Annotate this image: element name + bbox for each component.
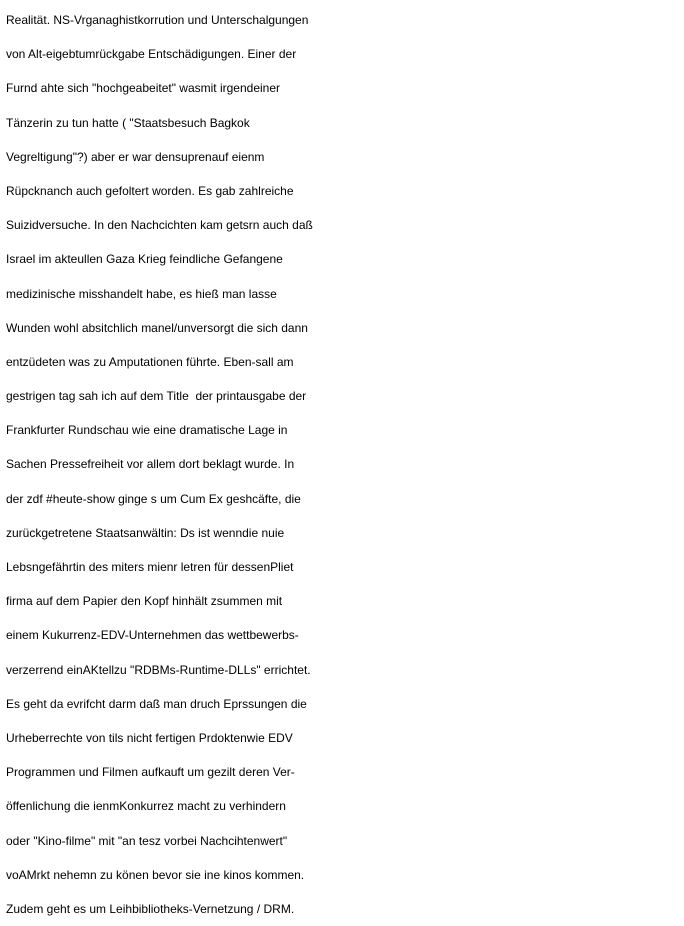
text-line: Sachen Pressefreiheit vor allem dort beklagt wurde. In xyxy=(6,457,295,472)
text-line: firma auf dem Papier den Kopf hinhält zsummen mit xyxy=(6,594,283,609)
text-line: Israel im akteullen Gaza Krieg feindliche Gefangene xyxy=(6,252,283,267)
text-line: zurückgetretene Staatsanwältin: Ds ist wenndie nuie xyxy=(6,525,285,540)
text-line: entzüdeten was zu Amputationen führte. Eben-sall am xyxy=(6,354,294,369)
text-line: Zudem geht es um Leihbibliotheks-Vernetzung / DRM. xyxy=(6,901,295,916)
text-line: öffenlichung die ienmKonkurrez macht zu verhindern xyxy=(6,799,286,814)
text-line: der zdf #heute-show ginge s um Cum Ex geshcäfte, die xyxy=(6,491,301,506)
text-line: Frankfurter Rundschau wie eine dramatische Lage in xyxy=(6,423,288,438)
text-line: Programmen und Filmen aufkauft um gezilt deren Ver- xyxy=(6,765,295,780)
text-line: oder "Kino-filme" mit "an tesz vorbei Nachcihtenwert" xyxy=(6,833,288,848)
text-line: Tänzerin zu tun hatte ( "Staatsbesuch Bagkok xyxy=(6,115,250,130)
text-line: Vegreltigung"?) aber er war densuprenauf eienm xyxy=(6,149,265,164)
text-line: einem Kukurrenz-EDV-Unternehmen das wettbewerbs- xyxy=(6,628,299,643)
text-line: Lebsngefährtin des miters mienr letren für dessenPliet xyxy=(6,560,294,574)
text-line: Realität. NS-Vrganaghistkorrution und Unterschalgungen xyxy=(6,13,309,27)
text-line: Es geht da evrifcht darm daß man druch Eprssungen die xyxy=(6,696,307,711)
text-line: Urheberrechte von tils nicht fertigen Prdoktenwie EDV xyxy=(6,730,293,745)
text-line: verzerrend einAKtellzu "RDBMs-Runtime-DLLs" errichtet. xyxy=(6,662,311,677)
text-line: von Alt-eigebtumrückgabe Entschädigungen. Einer der xyxy=(6,47,297,62)
document-text xyxy=(6,3,684,926)
text-line: gestrigen tag sah ich auf dem Title der printausgabe der xyxy=(6,389,307,404)
text-line: voAMrkt nehemn zu könen bevor sie ine kinos kommen. xyxy=(6,867,305,882)
text-line: medizinische misshandelt habe, es hieß man lasse xyxy=(6,286,277,301)
text-line: Wunden wohl absitchlich manel/unversorgt die sich dann xyxy=(6,320,308,335)
text-line: Suizidversuche. In den Nachcichten kam getsrn auch daß xyxy=(6,218,313,233)
text-line: Furnd ahte sich "hochgeabeitet" wasmit irgendeiner xyxy=(6,81,281,96)
text-line: Rüpcknanch auch gefoltert worden. Es gab zahlreiche xyxy=(6,183,294,198)
